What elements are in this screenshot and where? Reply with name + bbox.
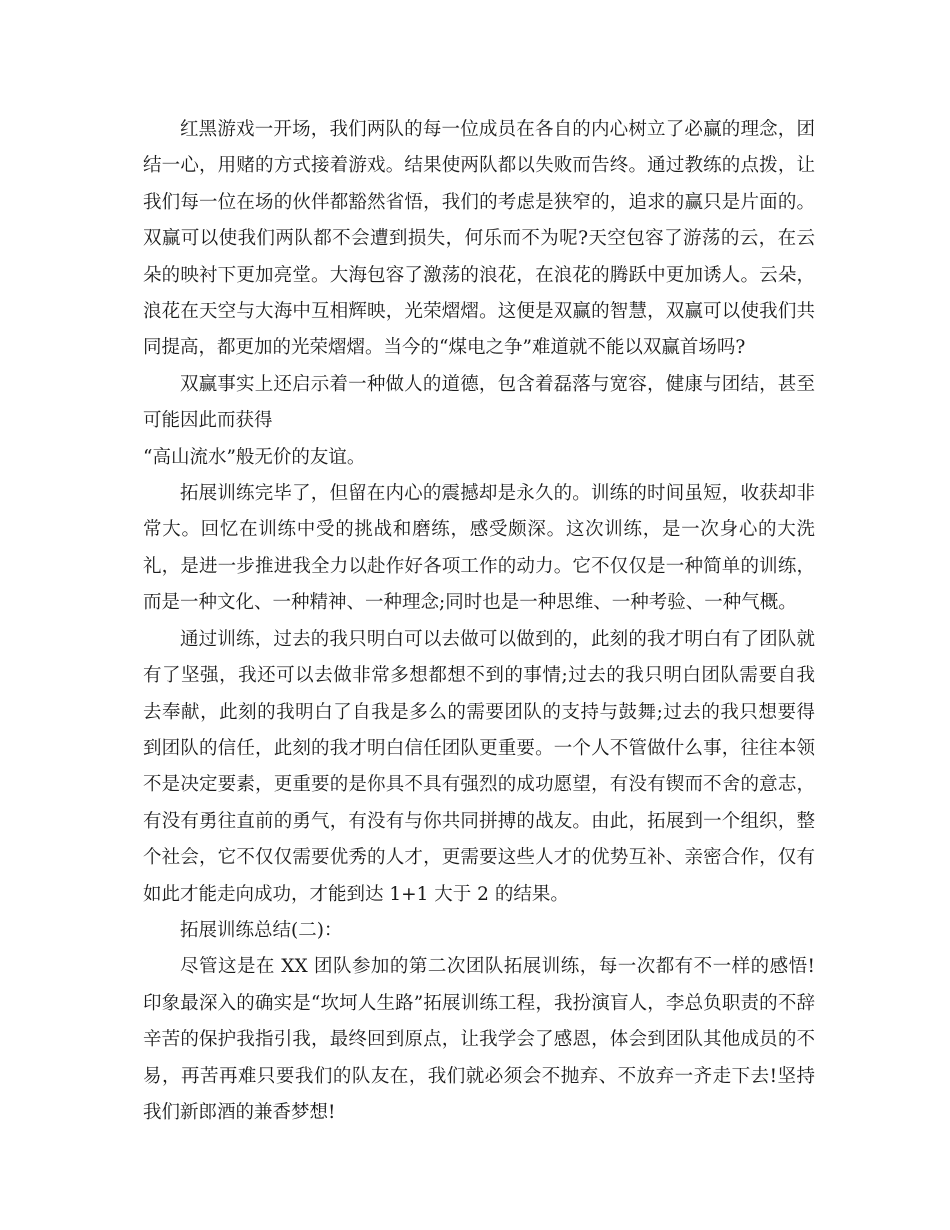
paragraph-through-training: 通过训练，过去的我只明白可以去做可以做到的，此刻的我才明白有了团队就有了坚强，我还可以去做非常多想都想不到的事情;过去的我只明白团队需要自我去奉献，此刻的我明白了自我是多么的需要团队的支持与鼓舞;过去的我只想要得到团队的信任，此刻的我才明白信任团队更重要。一个人不管做什么事，往往本领不是决定要素，更重要的是你具不具有强烈的成功愿望，有没有锲而不舍的意志，有没有勇往直前的勇气，有没有与你共同拼搏的战友。由此，拓展到一个组织，整个社会，它不仅仅需要优秀的人才，更需要这些人才的优势互补、亲密合作，仅有如此才能走向成功，才能到达 1+1 大于 2 的结果。 <box>143 628 815 905</box>
paragraph-win-win-morality: 双赢事实上还启示着一种做人的道德，包含着磊落与宽容，健康与团结，甚至可能因此而获得 <box>143 373 815 432</box>
paragraph-mountain-water-friendship: “高山流水”般无价的友谊。 <box>143 446 366 468</box>
paragraph-training-complete: 拓展训练完毕了，但留在内心的震撼却是永久的。训练的时间虽短，收获却非常大。回忆在训练中受的挑战和磨练，感受颇深。这次训练，是一次身心的大洗礼，是进一步推进我全力以赴作好各项工作的动力。它不仅仅是一种简单的训练，而是一种文化、一种精神、一种理念;同时也是一种思维、一种考验、一种气概。 <box>143 483 815 614</box>
paragraph-red-black-game: 红黑游戏一开场，我们两队的每一位成员在各自的内心树立了必赢的理念，团结一心，用赌的方式接着游戏。结果使两队都以失败而告终。通过教练的点拨，让我们每一位在场的伙伴都豁然省悟，我们的考虑是狭窄的，追求的赢只是片面的。双赢可以使我们两队都不会遭到损失，何乐而不为呢?天空包容了游荡的云，在云朵的映衬下更加亮堂。大海包容了激荡的浪花，在浪花的腾跃中更加诱人。云朵，浪花在天空与大海中互相辉映，光荣熠熠。这便是双赢的智慧，双赢可以使我们共同提高，都更加的光荣熠熠。当今的“煤电之争”难道就不能以双赢首场吗? <box>143 119 815 359</box>
document-body <box>143 112 815 1131</box>
paragraph-second-training: 尽管这是在 XX 团队参加的第二次团队拓展训练，每一次都有不一样的感悟!印象最深入的确实是“坎坷人生路”拓展训练工程，我扮演盲人，李总负职责的不辞辛苦的保护我指引我，最终回到原点，让我学会了感恩，体会到团队其他成员的不易，再苦再难只要我们的队友在，我们就必须会不抛弃、不放弃一齐走下去!坚持我们新郎酒的兼香梦想! <box>143 956 815 1123</box>
section-heading-summary-two: 拓展训练总结(二)： <box>180 919 343 941</box>
